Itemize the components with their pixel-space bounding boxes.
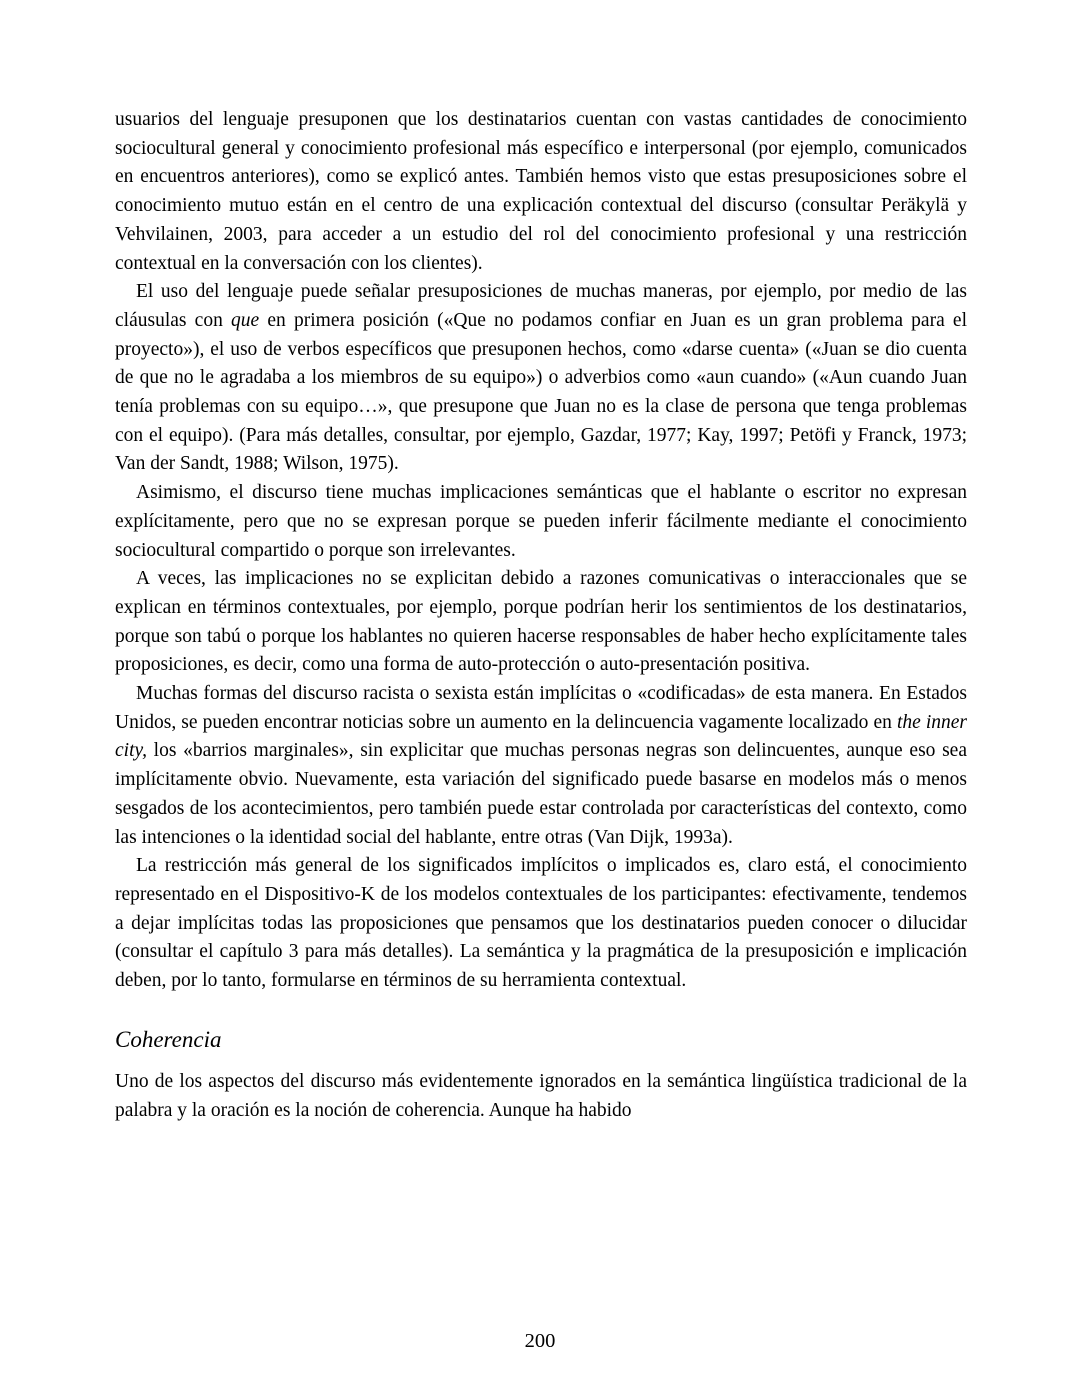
paragraph [115, 479, 967, 565]
text-run: Muchas formas del discurso racista o sexista están implícitas o «codificadas» de esta manera. En Estados Unidos, se pueden encontrar noticias sobre un aumento en la delincuencia vagamente localizado en [115, 683, 967, 733]
paragraph [115, 106, 967, 278]
text-run: La restricción más general de los significados implícitos o implicados es, claro está, el conocimiento representado en el Dispositivo-K de los modelos contextuales de los participantes: efectivamente, tendemos a dejar implícitas todas las proposiciones que pensamos que los destinatarios pueden conocer o dilucidar (consultar el capítulo 3 para más detalles). La semántica y la pragmática de la presuposición e implicación deben, por lo tanto, formularse en términos de su herramienta contextual. [115, 855, 967, 992]
italic-text-run: the inner city, [115, 711, 967, 762]
section-heading: Coherencia [115, 1026, 222, 1052]
paragraph [115, 852, 967, 996]
text-run: usuarios del lenguaje presuponen que los destinatarios cuentan con vastas cantidades de conocimiento sociocultural general y conocimiento profesional más específico e interpersonal (por ejemplo, comunicados en encuentros anteriores), como se explicó antes. También hemos visto que estas presuposiciones sobre el conocimiento mutuo están en el centro de una explicación contextual del discurso (consultar Peräkylä y Vehvilainen, 2003, para acceder a un estudio del rol del conocimiento profesional y una restricción contextual en la conversación con los clientes). [115, 109, 967, 274]
paragraph [115, 1068, 967, 1125]
paragraph [115, 565, 967, 680]
italic-text-run: que [231, 309, 260, 331]
paragraph [115, 278, 967, 479]
text-run: A veces, las implicaciones no se explicitan debido a razones comunicativas o interaccionales que se explican en términos contextuales, por ejemplo, porque podrían herir los sentimientos de los destinatarios, porque son tabú o porque los hablantes no quieren hacerse responsables de haber hecho explícitamente tales proposiciones, es decir, como una forma de auto-protección o auto-presentación positiva. [115, 568, 967, 676]
text-run: los «barrios marginales», sin explicitar que muchas personas negras son delincuentes, aunque eso sea implícitamente obvio. Nuevamente, esta variación del significado puede basarse en modelos más o menos sesgados de los acontecimientos, pero también puede estar controlada por características del contexto, como las intenciones o la identidad social del hablante, entre otras (Van Dijk, 1993a). [115, 740, 967, 848]
text-run: en primera posición («Que no podamos confiar en Juan es un gran problema para el proyecto»), el uso de verbos específicos que presuponen hechos, como «darse cuenta» («Juan se dio cuenta de que no le agradaba a los miembros de su equipo») o adverbios como «aun cuando» («Aun cuando Juan tenía problemas con su equipo…», que presupone que Juan no es la clase de persona que tenga problemas con el equipo). (Para más detalles, consultar, por ejemplo, Gazdar, 1977; Kay, 1997; Petöfi y Franck, 1973; Van der Sandt, 1988; Wilson, 1975). [115, 309, 968, 475]
text-run: El uso del lenguaje puede señalar presuposiciones de muchas maneras, por ejemplo, por medio de las cláusulas con [115, 281, 967, 331]
text-run: Asimismo, el discurso tiene muchas implicaciones semánticas que el hablante o escritor no expresan explícitamente, pero que no se expresan porque se pueden inferir fácilmente mediante el conocimiento sociocultural compartido o porque son irrelevantes. [115, 482, 967, 561]
text-run: Uno de los aspectos del discurso más evidentemente ignorados en la semántica lingüística tradicional de la palabra y la oración es la noción de coherencia. Aunque ha habido [115, 1070, 967, 1121]
page-number: 200 [524, 1330, 556, 1352]
paragraph [115, 680, 967, 852]
page-body [115, 106, 967, 1125]
